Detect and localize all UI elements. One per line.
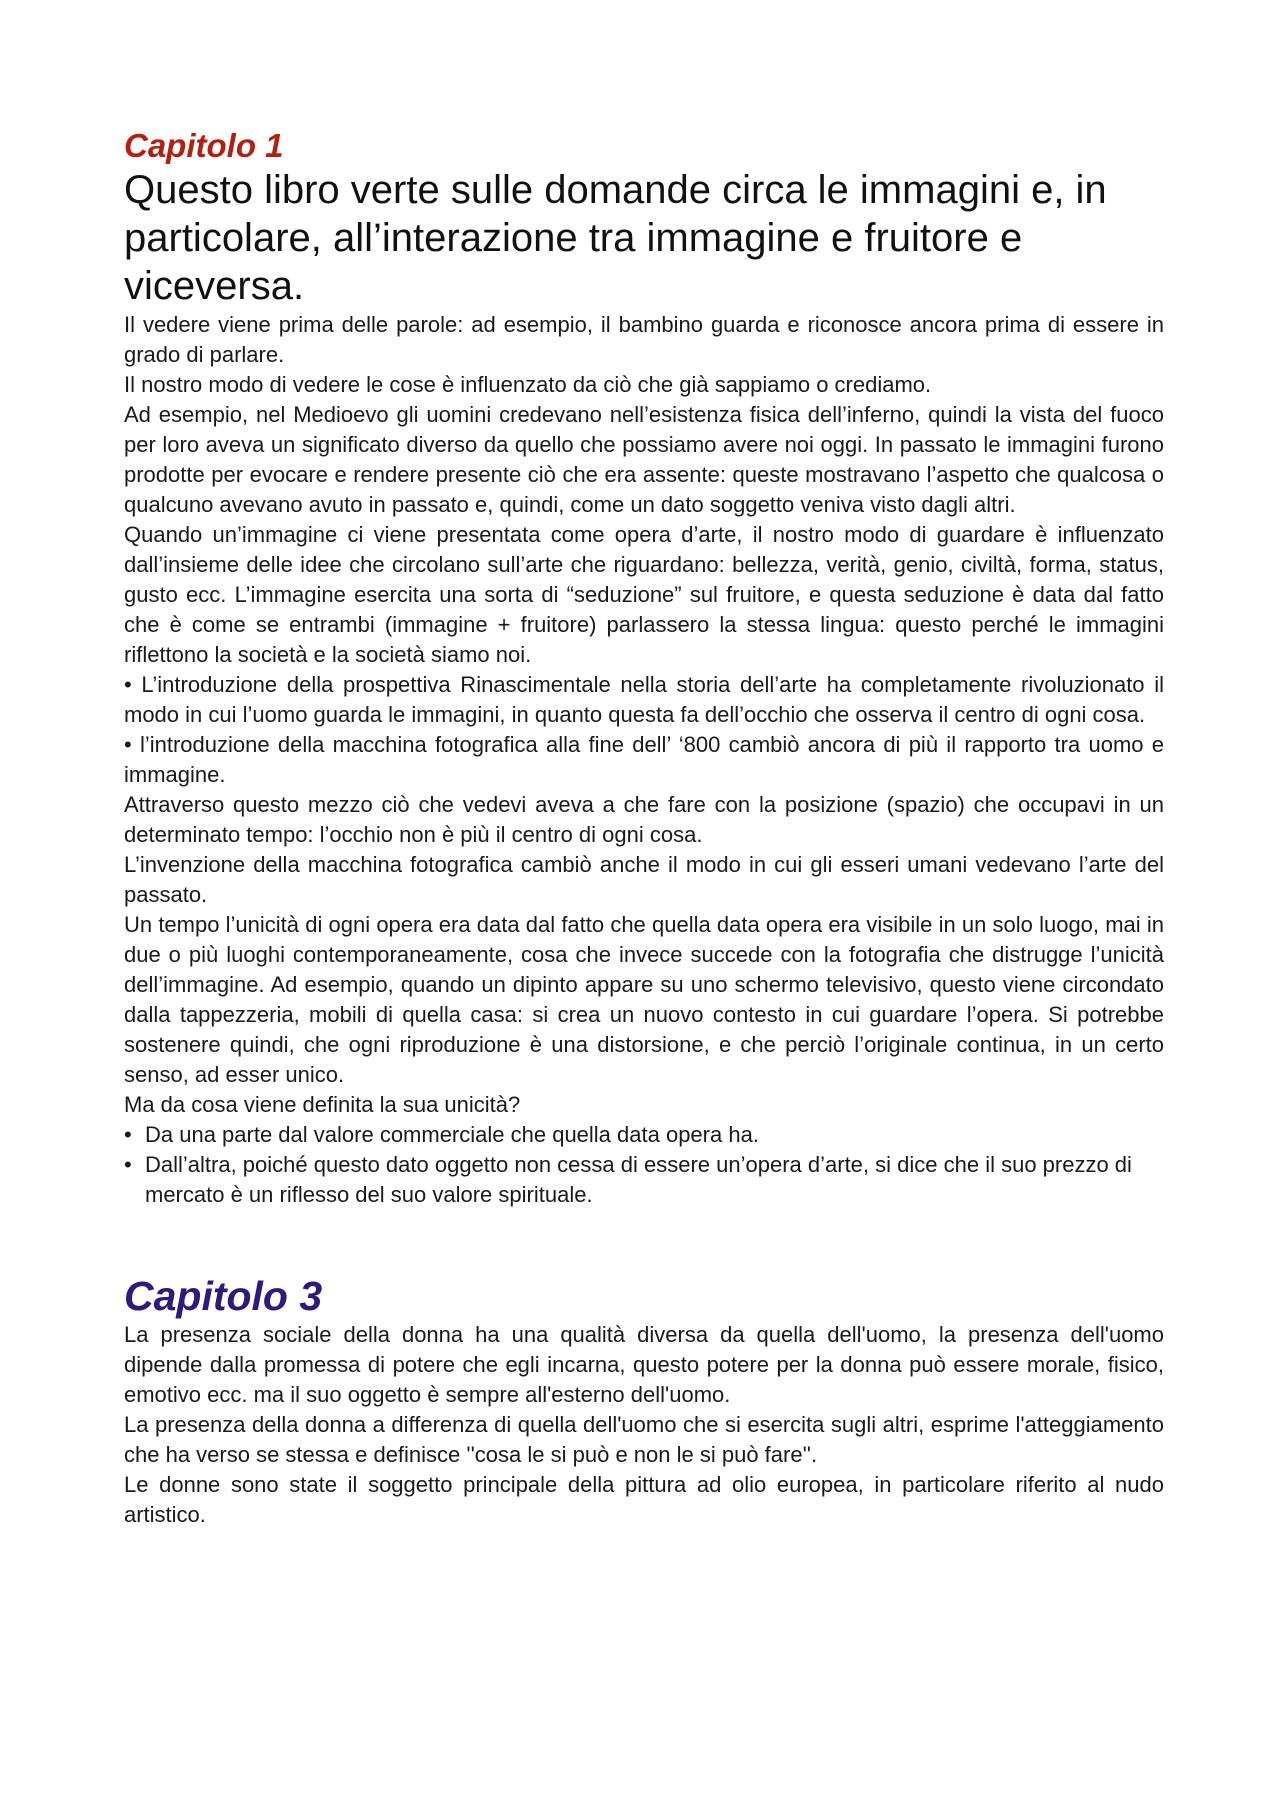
bullet-icon: • [124,1152,132,1177]
bullet-paragraph-perspective: • L’introduzione della prospettiva Rinascimentale nella storia dell’arte ha completamente rivoluzionato il modo in cui l’uomo guarda le immagini, in quanto questa fa dell’occhio che osserva il centro di ogni cosa. [124,672,1164,727]
paragraph: La presenza sociale della donna ha una qualità diversa da quella dell'uomo, la presenza dell'uomo dipende dalla promessa di potere che egli incarna, questo potere per la donna può essere morale, fisico, emotivo ecc. ma il suo oggetto è sempre all'esterno dell'uomo. [124,1322,1164,1407]
bullet-icon: • [124,1122,132,1147]
section-spacer [124,1210,1164,1272]
list-item-text: Da una parte dal valore commerciale che quella data opera ha. [145,1122,759,1147]
chapter-1-section [124,126,1164,1210]
chapter-3-label: Capitolo 3 [124,1273,323,1319]
chapter-1-label: Capitolo 1 [124,127,284,164]
bullet-paragraph-camera: • l’introduzione della macchina fotografica alla fine dell’ ‘800 cambiò ancora di più il rapporto tra uomo e immagine. [124,732,1164,787]
uniqueness-list [124,1120,1164,1210]
list-item [124,1120,1164,1150]
paragraph: Ad esempio, nel Medioevo gli uomini credevano nell’esistenza fisica dell’inferno, quindi la vista del fuoco per loro aveva un significato diverso da quello che possiamo avere noi oggi. In passato le immagini furono prodotte per evocare e rendere presente ciò che era assente: queste mostravano l’aspetto che qualcosa o qualcuno avevano avuto in passato e, quindi, come un dato soggetto veniva visto dagli altri. [124,402,1164,517]
paragraph: Quando un’immagine ci viene presentata come opera d’arte, il nostro modo di guardare è influenzato dall’insieme delle idee che circolano sull’arte che riguardano: bellezza, verità, genio, civiltà, forma, status, gusto ecc. L’immagine esercita una sorta di “seduzione” sul fruitore, e questa seduzione è data dal fatto che è come se entrambi (immagine + fruitore) parlassero la stessa lingua: questo perché le immagini riflettono la società e la società siamo noi. [124,522,1164,667]
chapter-3-section [124,1272,1164,1530]
paragraph: Il nostro modo di vedere le cose è influenzato da ciò che già sappiamo o crediamo. [124,372,932,397]
paragraph: La presenza della donna a differenza di quella dell'uomo che si esercita sugli altri, esprime l'atteggiamento che ha verso se stessa e definisce ''cosa le si può e non le si può fare''. [124,1412,1164,1467]
chapter-1-title: Questo libro verte sulle domande circa le immagini e, in particolare, all’interazione tra immagine e fruitore e viceversa. [124,168,1107,308]
paragraph: Il vedere viene prima delle parole: ad esempio, il bambino guarda e riconosce ancora prima di essere in grado di parlare. [124,312,1164,367]
paragraph: L’invenzione della macchina fotografica cambiò anche il modo in cui gli esseri umani vedevano l’arte del passato. [124,852,1164,907]
paragraph: Le donne sono state il soggetto principale della pittura ad olio europea, in particolare riferito al nudo artistico. [124,1472,1164,1527]
list-item-text: Dall’altra, poiché questo dato oggetto non cessa di essere un’opera d’arte, si dice che il suo prezzo di mercato è un riflesso del suo valore spirituale. [145,1152,1132,1207]
paragraph-question: Ma da cosa viene definita la sua unicità? [124,1092,521,1117]
paragraph: Attraverso questo mezzo ciò che vedevi aveva a che fare con la posizione (spazio) che occupavi in un determinato tempo: l’occhio non è più il centro di ogni cosa. [124,792,1164,847]
paragraph: Un tempo l’unicità di ogni opera era data dal fatto che quella data opera era visibile in un solo luogo, mai in due o più luoghi contemporaneamente, cosa che invece succede con la fotografia che distrugge l’unicità dell’immagine. Ad esempio, quando un dipinto appare su uno schermo televisivo, questo viene circondato dalla tappezzeria, mobili di quella casa: si crea un nuovo contesto in cui guardare l’opera. Si potrebbe sostenere quindi, che ogni riproduzione è una distorsione, e che perciò l’originale continua, in un certo senso, ad esser unico. [124,912,1164,1087]
list-item [124,1150,1164,1210]
document-page [124,126,1164,1530]
